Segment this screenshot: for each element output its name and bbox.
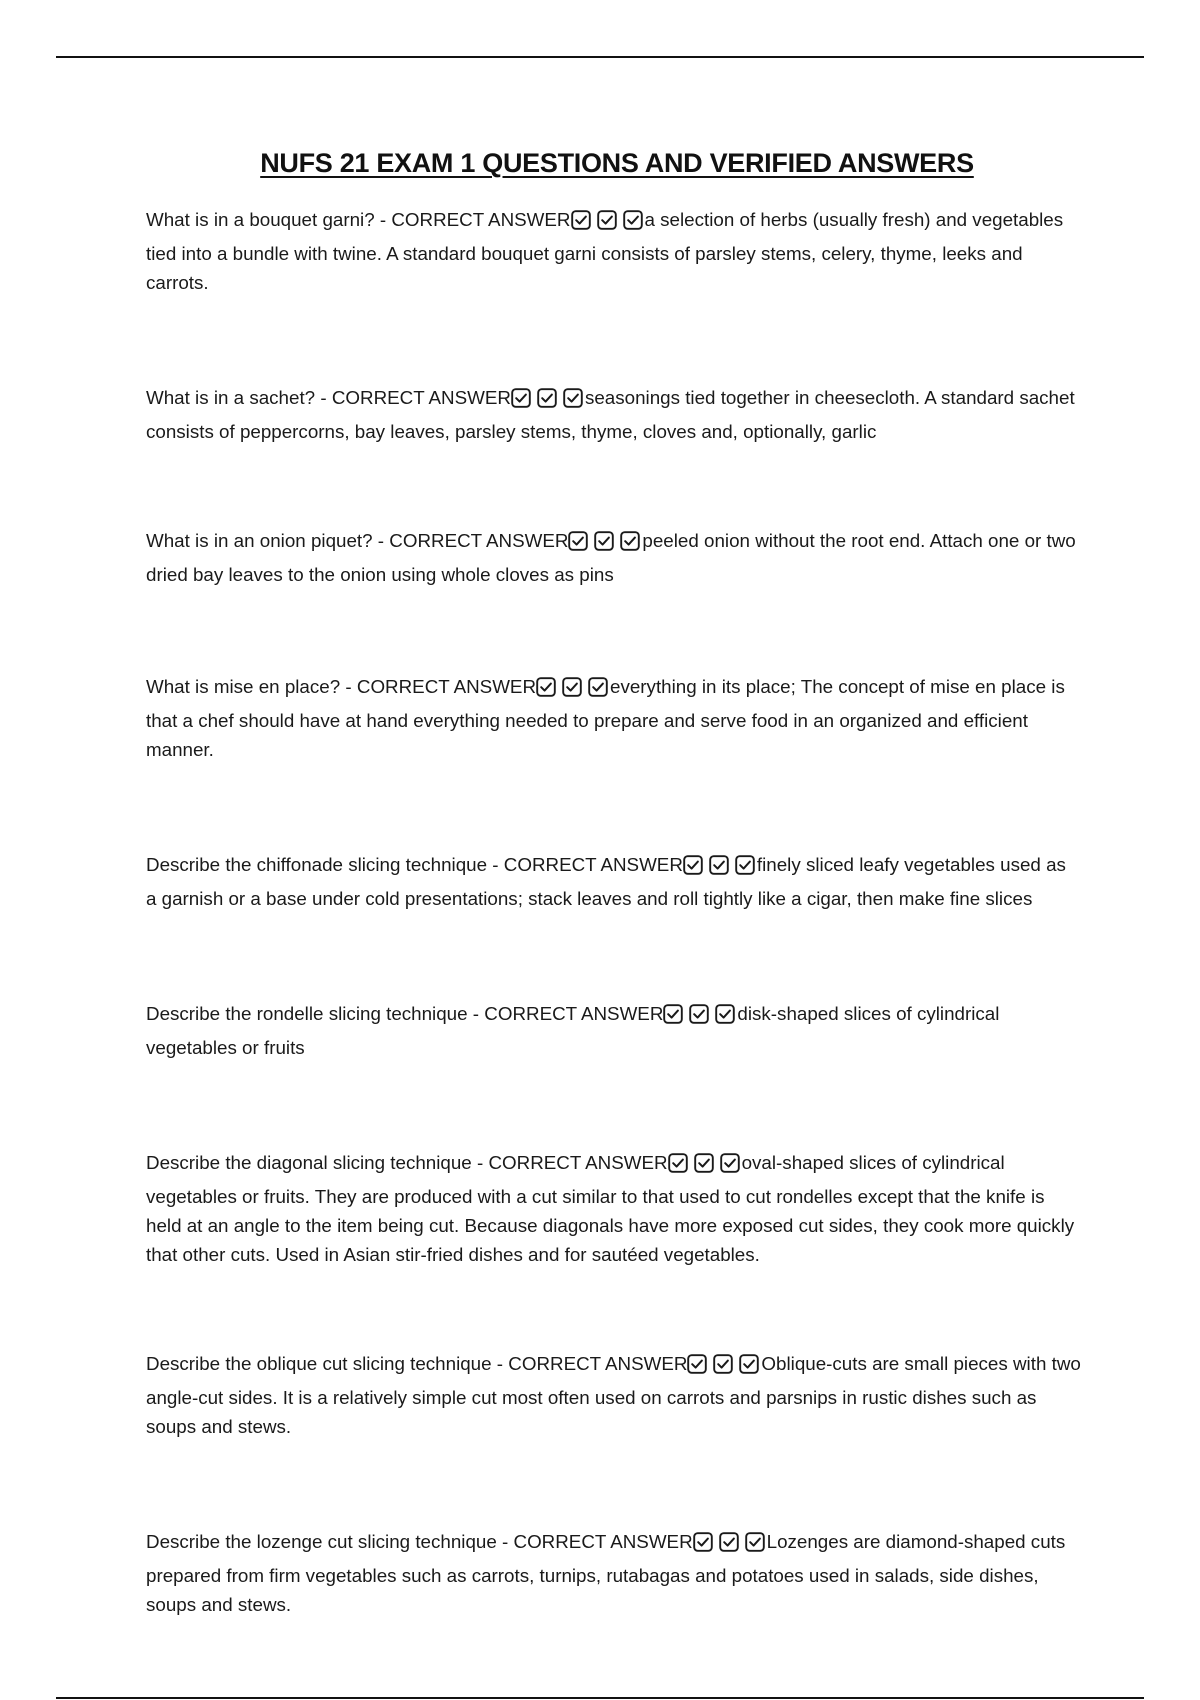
- page-title: NUFS 21 EXAM 1 QUESTIONS AND VERIFIED ANSWERS: [260, 148, 974, 178]
- answer-text: seasonings tied together in cheesecloth. A standard sachet consists of peppercorns, bay leaves, parsley stems, thyme, cloves and, optionally, garlic: [146, 387, 1075, 442]
- checkbox-checked-icon: [563, 388, 583, 408]
- checkbox-checked-icon: [663, 1004, 683, 1024]
- checkbox-checked-icon: [562, 677, 582, 697]
- question-text: Describe the rondelle slicing technique: [146, 1003, 468, 1024]
- checkmark-group: [663, 1004, 737, 1033]
- checkbox-checked-icon: [511, 388, 531, 408]
- checkbox-checked-icon: [715, 1004, 735, 1024]
- correct-answer-label: CORRECT ANSWER: [331, 387, 511, 408]
- checkbox-checked-icon: [537, 388, 557, 408]
- checkbox-checked-icon: [620, 531, 640, 551]
- checkmark-group: [683, 855, 757, 884]
- separator: -: [340, 676, 357, 697]
- checkbox-checked-icon: [719, 1532, 739, 1552]
- question-text: What is mise en place?: [146, 676, 341, 697]
- question-text: What is in an onion piquet?: [146, 530, 373, 551]
- correct-answer-label: CORRECT ANSWER: [503, 854, 683, 875]
- qa-item: [146, 383, 1081, 446]
- qa-item: [146, 1527, 1081, 1619]
- answer-text: everything in its place; The concept of mise en place is that a chef should have at hand everything needed to prepare and serve food in an organized and efficient manner.: [146, 676, 1065, 760]
- separator: -: [491, 1353, 509, 1374]
- correct-answer-label: CORRECT ANSWER: [356, 676, 537, 697]
- header-rule: [56, 56, 1144, 58]
- checkbox-checked-icon: [689, 1004, 709, 1024]
- checkbox-checked-icon: [568, 531, 588, 551]
- checkmark-group: [668, 1153, 742, 1182]
- separator: -: [496, 1531, 514, 1552]
- correct-answer-label: CORRECT ANSWER: [484, 1003, 664, 1024]
- checkmark-group: [571, 210, 645, 239]
- qa-item: [146, 999, 1081, 1062]
- correct-answer-label: CORRECT ANSWER: [513, 1531, 693, 1552]
- answer-text: a selection of herbs (usually fresh) and vegetables tied into a bundle with twine. A standard bouquet garni consists of parsley stems, celery, thyme, leeks and carrots.: [146, 209, 1064, 293]
- checkbox-checked-icon: [694, 1153, 714, 1173]
- answer-text: finely sliced leafy vegetables used as a garnish or a base under cold presentations; stack leaves and roll tightly like a cigar, then make fine slices: [146, 854, 1066, 909]
- checkbox-checked-icon: [594, 531, 614, 551]
- checkbox-checked-icon: [709, 855, 729, 875]
- correct-answer-label: CORRECT ANSWER: [391, 209, 571, 230]
- checkmark-group: [687, 1354, 761, 1383]
- answer-text: disk-shaped slices of cylindrical vegetables or fruits: [146, 1003, 1000, 1058]
- checkmark-group: [568, 531, 642, 560]
- checkbox-checked-icon: [683, 855, 703, 875]
- checkbox-checked-icon: [588, 677, 608, 697]
- question-text: Describe the lozenge cut slicing technique: [146, 1531, 497, 1552]
- separator: -: [372, 530, 390, 551]
- checkbox-checked-icon: [745, 1532, 765, 1552]
- checkbox-checked-icon: [687, 1354, 707, 1374]
- checkbox-checked-icon: [623, 210, 643, 230]
- question-text: What is in a sachet?: [146, 387, 316, 408]
- qa-item: [146, 672, 1081, 764]
- checkbox-checked-icon: [571, 210, 591, 230]
- answer-text: Oblique-cuts are small pieces with two angle-cut sides. It is a relatively simple cut most often used on carrots and parsnips in rustic dishes such as soups and stews.: [146, 1353, 1081, 1437]
- question-text: What is in a bouquet garni?: [146, 209, 375, 230]
- question-text: Describe the diagonal slicing technique: [146, 1152, 472, 1173]
- checkbox-checked-icon: [720, 1153, 740, 1173]
- answer-text: Lozenges are diamond-shaped cuts prepared from firm vegetables such as carrots, turnips, rutabagas and potatoes used in salads, side dishes, soups and stews.: [146, 1531, 1066, 1615]
- qa-list: [146, 205, 1081, 1619]
- checkbox-checked-icon: [739, 1354, 759, 1374]
- question-text: Describe the oblique cut slicing technique: [146, 1353, 492, 1374]
- answer-text: oval-shaped slices of cylindrical vegetables or fruits. They are produced with a cut similar to that used to cut rondelles except that the knife is held at an angle to the item being cut. Because diagonals have more exposed cut sides, they cook more quickly that other cuts. Used in Asian stir-fried dishes and for sautéed vegetables.: [146, 1152, 1075, 1265]
- checkbox-checked-icon: [713, 1354, 733, 1374]
- checkmark-group: [511, 388, 585, 417]
- footer-rule: [56, 1697, 1144, 1699]
- checkbox-checked-icon: [668, 1153, 688, 1173]
- qa-item: [146, 850, 1081, 913]
- qa-item: [146, 205, 1081, 297]
- checkbox-checked-icon: [536, 677, 556, 697]
- separator: -: [471, 1152, 489, 1173]
- correct-answer-label: CORRECT ANSWER: [389, 530, 569, 551]
- qa-item: [146, 1349, 1081, 1441]
- correct-answer-label: CORRECT ANSWER: [508, 1353, 688, 1374]
- question-text: Describe the chiffonade slicing technique: [146, 854, 488, 875]
- separator: -: [374, 209, 392, 230]
- qa-item: [146, 1148, 1081, 1269]
- checkmark-group: [536, 677, 610, 706]
- separator: -: [487, 854, 504, 875]
- checkbox-checked-icon: [693, 1532, 713, 1552]
- correct-answer-label: CORRECT ANSWER: [488, 1152, 668, 1173]
- checkbox-checked-icon: [597, 210, 617, 230]
- answer-text: peeled onion without the root end. Attach one or two dried bay leaves to the onion using whole cloves as pins: [146, 530, 1076, 585]
- qa-item: [146, 526, 1081, 589]
- checkmark-group: [693, 1532, 767, 1561]
- checkbox-checked-icon: [735, 855, 755, 875]
- separator: -: [315, 387, 332, 408]
- separator: -: [467, 1003, 485, 1024]
